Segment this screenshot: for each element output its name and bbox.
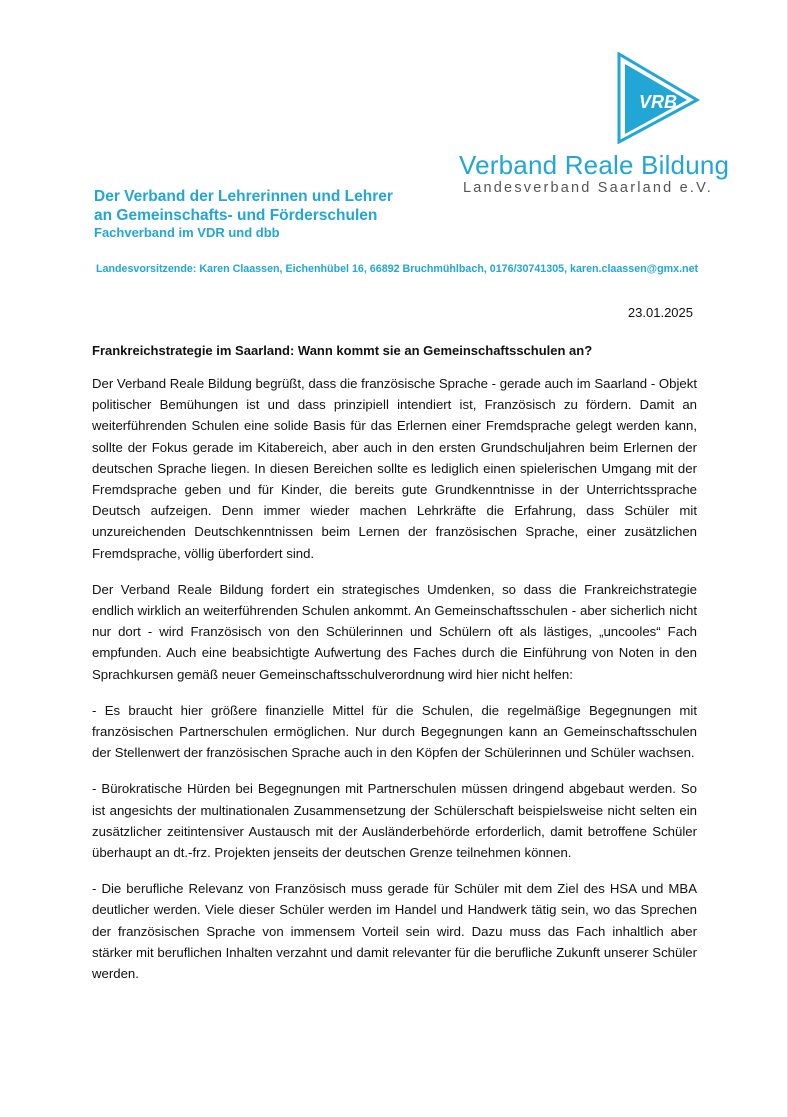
body-paragraph: - Bürokratische Hürden bei Begegnungen mit Partnerschulen müssen dringend abgebaut werden. So ist angesichts der multinationalen Zusammensetzung der Schülerschaft beispielsweise nicht selten ein zusätzlicher zeitintensiver Austausch mit der Ausländerbehörde erforderlich, damit betroffene Schüler überhaupt an dt.-frz. Projekten jenseits der deutschen Grenze teilnehmen können. xyxy=(92,781,697,861)
vrb-mark-text: VRB xyxy=(639,92,678,112)
vrb-triangle-icon xyxy=(605,52,700,144)
body-paragraph: Der Verband Reale Bildung fordert ein strategisches Umdenken, so dass die Frankreichstrategie endlich wirklich an weiterführenden Schulen ankommt. An Gemeinschaftsschulen - aber sicherlich nicht nur dort - wird Französisch von den Schülerinnen und Schülern oft als lästiges, „uncooles“ Fach empfunden. Auch eine beabsichtigte Aufwertung des Faches durch die Einführung von Noten in den Sprachkursen gemäß neuer Gemeinschaftsschulverordnung wird hier nicht helfen: xyxy=(92,581,697,682)
letter-subject: Frankreichstrategie im Saarland: Wann kommt sie an Gemeinschaftsschulen an? xyxy=(92,343,593,358)
org-line-3: Fachverband im VDR und dbb xyxy=(94,225,280,240)
body-paragraph: - Die berufliche Relevanz von Französisch muss gerade für Schüler mit dem Ziel des HSA und MBA deutlicher werden. Viele dieser Schüler werden im Handel und Handwerk tätig sein, wo das Sprechen der französischen Sprache von immensem Vorteil sein wird. Dazu muss das Fach inhaltlich aber stärker mit beruflichen Inhalten verzahnt und damit relevanter für die berufliche Zukunft unserer Schüler werden. xyxy=(92,881,697,982)
letter-date: 23.01.2025 xyxy=(627,305,693,320)
letter-body xyxy=(92,373,697,999)
org-line-1: Der Verband der Lehrerinnen und Lehrer xyxy=(94,188,393,205)
body-paragraph: - Es braucht hier größere finanzielle Mittel für die Schulen, die regelmäßige Begegnungen mit französischen Partnerschulen ermöglichen. Nur durch Begegnungen kann an Gemeinschaftsschulen der Stellenwert der französischen Sprache auch in den Köpfen der Schülerinnen und Schüler wachsen. xyxy=(92,702,697,761)
brand-name: Verband Reale Bildung xyxy=(459,150,730,180)
org-line-2: an Gemeinschafts- und Förderschulen xyxy=(94,207,378,224)
organization-header xyxy=(94,187,393,241)
body-paragraph: Der Verband Reale Bildung begrüßt, dass die französische Sprache - gerade auch im Saarland - Objekt politischer Bemühungen ist und dass prinzipiell intendiert ist, Französisch zu fördern. Damit an weiterführenden Schulen eine solide Basis für das Erlernen einer Fremdsprache gelegt werden kann, sollte der Fokus gerade im Kitabereich, aber auch in den ersten Grundschuljahren beim Erlernen der deutschen Sprache liegen. In diesen Bereichen sollte es lediglich einen spielerischen Umgang mit der Fremdsprache geben und für Kinder, die bereits gute Grundkenntnisse in der Unterrichtssprache Deutsch aufzeigen. Denn immer wieder machen Lehrkräfte die Erfahrung, dass Schüler mit unzureichenden Deutschkenntnissen beim Lernen der französischen Sprache, einer zusätzlichen Fremdsprache, völlig überfordert sind. xyxy=(92,376,697,561)
contact-line: Landesvorsitzende: Karen Claassen, Eichenhübel 16, 66892 Bruchmühlbach, 0176/30741305, karen.claassen@gmx.net xyxy=(96,263,699,275)
brand-subtitle: Landesverband Saarland e.V. xyxy=(463,180,713,196)
